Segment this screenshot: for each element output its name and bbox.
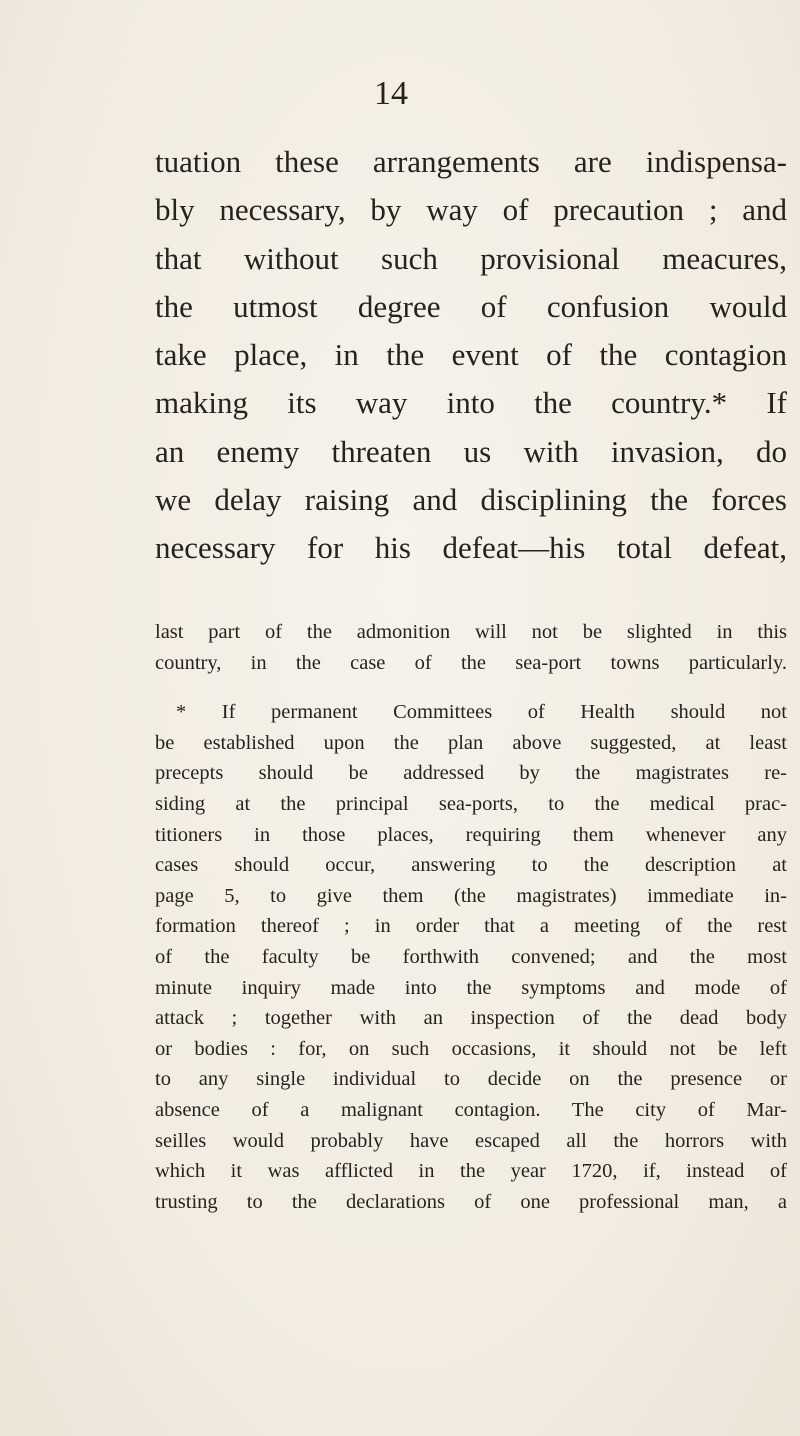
footnote-line: trusting to the declarations of one professional man, a (155, 1190, 787, 1213)
footnote-line: be established upon the plan above suggested, at least (155, 731, 787, 754)
main-text-line: tuation these arrangements are indispensa- (155, 144, 787, 179)
footnote-line: page 5, to give them (the magistrates) immediate in- (155, 884, 787, 907)
footnote-continued-line: country, in the case of the sea-port towns particularly. (155, 651, 787, 674)
main-text-line: the utmost degree of confusion would (155, 288, 787, 324)
main-text-line: that without such provisional meacures, (155, 240, 787, 276)
footnote-line: cases should occur, answering to the description at (155, 854, 787, 877)
footnote-line: absence of a malignant contagion. The city of Mar- (155, 1098, 787, 1121)
main-text-line: take place, in the event of the contagion (155, 337, 787, 373)
footnote-line: titioners in those places, requiring them whenever any (155, 823, 787, 846)
page-number: 14 (374, 75, 408, 112)
footnote-line: minute inquiry made into the symptoms and mode of (155, 976, 787, 999)
main-text-line: we delay raising and disciplining the forces (155, 482, 787, 518)
main-text-line: an enemy threaten us with invasion, do (155, 433, 787, 469)
footnote-continued-line: last part of the admonition will not be slighted in this (155, 621, 787, 643)
footnote-line: precepts should be addressed by the magistrates re- (155, 762, 787, 785)
footnote-line: or bodies : for, on such occasions, it should not be left (155, 1037, 787, 1060)
footnote-line: of the faculty be forthwith convened; and the most (155, 945, 787, 968)
footnote-line: siding at the principal sea-ports, to the medical prac- (155, 792, 787, 815)
footnote-line: to any single individual to decide on the presence or (155, 1068, 787, 1091)
main-text-line: making its way into the country.* If (155, 385, 787, 421)
footnotes-block (155, 617, 787, 1217)
footnote-line: seilles would probably have escaped all the horrors with (155, 1129, 787, 1152)
footnote-line: * If permanent Committees of Health should not (176, 701, 787, 724)
footnote-line: which it was afflicted in the year 1720, if, instead of (155, 1160, 787, 1183)
footnote-line: attack ; together with an inspection of the dead body (155, 1007, 787, 1030)
main-text-block (155, 138, 787, 573)
footnote-line: formation thereof ; in order that a meeting of the rest (155, 915, 787, 938)
main-text-line: necessary for his defeat—his total defeat, (155, 530, 787, 566)
main-text-line: bly necessary, by way of precaution ; and (155, 192, 787, 228)
